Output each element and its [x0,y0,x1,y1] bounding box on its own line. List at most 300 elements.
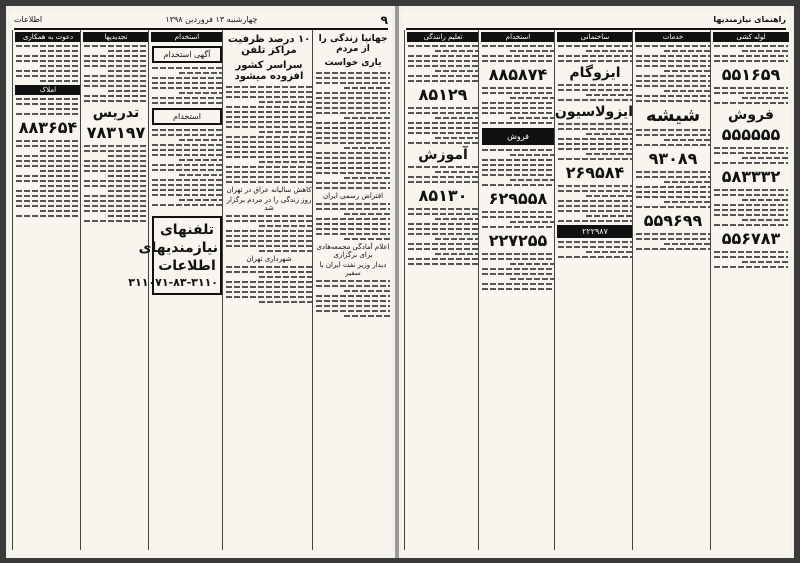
text-line [40,65,80,67]
text-line [226,281,312,283]
text-line [16,195,80,197]
ad-heading: تدریس [92,105,140,121]
text-line [179,199,222,201]
text-line [259,250,312,252]
text-line [408,258,478,260]
text-line [435,171,478,173]
text-line [226,136,312,138]
text-line [482,159,554,161]
text-line [152,129,222,131]
text-line [714,162,788,164]
text-line [482,112,554,114]
ad-phone: ۶۲۹۵۵۸ [488,189,548,208]
text-line [152,189,222,191]
text-line [714,147,788,149]
text-line [558,60,632,62]
text-line [636,80,710,82]
text-line [108,190,148,192]
text-line [84,75,148,77]
text-line [316,280,390,282]
text-line [316,203,390,205]
text-line [316,218,390,220]
text-line [482,211,554,213]
text-line [636,134,710,136]
text-line [16,75,80,77]
text-line [226,176,312,178]
text-line [558,84,632,86]
text-line [636,238,710,240]
text-line [344,87,390,89]
text-line [586,50,632,52]
text-line [84,170,148,172]
text-line [714,87,788,89]
text-line [408,213,478,215]
text-line [179,92,222,94]
text-line [152,164,222,166]
text-line [408,75,478,77]
text-line [408,243,478,245]
text-line [510,263,554,265]
text-line [226,151,312,153]
ad-heading: ایزوگام [569,65,621,81]
text-line [84,195,148,197]
text-line [226,296,312,298]
text-line [408,65,478,67]
text-line [84,145,148,147]
text-line [152,87,222,89]
col-header: استخدام [151,32,223,42]
text-line [40,150,80,152]
text-line [152,97,222,99]
text-line [152,194,222,196]
text-line [664,50,710,52]
text-line [714,209,788,211]
text-line [714,204,788,206]
text-line [586,153,632,155]
col-header: تجدیدپها [83,32,149,42]
text-line [586,251,632,253]
text-line [344,315,390,317]
text-line [408,45,478,47]
text-line [482,268,554,270]
ad-phone: ۲۲۲۹۸۷ [557,225,633,238]
text-line [316,122,390,124]
text-line [16,180,80,182]
text-line [16,98,80,100]
text-line [40,108,80,110]
text-line [408,112,478,114]
ad-box: استخدام [152,108,222,125]
text-line [510,154,554,156]
story-headline: شهرداری تهران [246,255,292,263]
text-line [40,170,80,172]
text-line [316,228,390,230]
text-line [636,75,710,77]
text-line [435,253,478,255]
right-col-5 [710,30,791,550]
text-line [636,85,710,87]
text-line [636,171,710,173]
text-line [636,45,710,47]
text-line [636,191,710,193]
text-line [482,169,554,171]
ad-box: آگهی استخدام [152,46,222,63]
text-line [482,253,554,255]
text-line [482,273,554,275]
text-line [316,285,390,287]
text-line [108,70,148,72]
text-line [742,50,788,52]
text-line [226,271,312,273]
ad-phone: ۵۵۹۶۹۹ [643,211,703,230]
left-col-3 [128,30,225,550]
text-line [316,167,390,169]
text-line [108,155,148,157]
left-col-4 [80,30,151,550]
ad-phone: ۵۵۱۶۵۹ [721,65,781,84]
text-line [226,121,312,123]
text-line [179,174,222,176]
ad-phone: ۲۲۷۲۵۵ [488,231,548,250]
text-line [714,266,788,268]
text-line [482,283,554,285]
text-line [408,55,478,57]
text-line [152,134,222,136]
text-line [558,210,632,212]
text-line [482,164,554,166]
text-line [226,116,312,118]
text-line [152,204,222,206]
text-line [226,220,312,222]
text-line [152,184,222,186]
text-line [435,218,478,220]
page-number: ۹ [380,13,388,27]
text-line [108,90,148,92]
text-line [226,146,312,148]
ad-phone: ۸۵۱۲۹ [418,85,468,104]
text-line [316,97,390,99]
story-subheadline: روز زندگی را در مردم برگزار شد [226,196,312,212]
text-line [152,77,222,79]
text-line [482,55,554,57]
ad-phone: ۵۸۳۳۳۲ [721,167,781,186]
col-header: تعلیم رانندگی [407,32,479,42]
text-line [714,45,788,47]
text-line [510,117,554,119]
text-line [714,256,788,258]
text-line [259,101,312,103]
text-line [259,276,312,278]
text-line [40,80,80,82]
text-line [152,179,222,181]
text-line [84,55,148,57]
text-line [16,70,80,72]
text-line [558,99,632,101]
text-line [714,102,788,104]
masthead-title: راهنمای نیازمندیها [713,15,786,24]
text-line [482,87,554,89]
page-gutter [395,6,399,558]
text-line [558,148,632,150]
text-line [226,181,312,183]
text-line [179,159,222,161]
tel-heading: اطلاعات [158,258,216,274]
text-line [316,182,390,184]
left-col-2 [222,30,315,550]
text-line [316,208,390,210]
phone-directory-box [128,216,222,295]
story-headline: اقتراض رسمی ایران [322,192,384,200]
text-line [84,160,148,162]
ad-phone: ۸۸۳۶۵۴ [18,118,78,137]
right-masthead [406,12,786,30]
text-line [16,145,80,147]
text-line [316,187,390,189]
text-line [714,251,788,253]
text-line [482,288,554,290]
text-line [714,224,788,226]
col-header: املاک [15,85,81,95]
text-line [408,176,478,178]
text-line [636,233,710,235]
text-line [108,175,148,177]
text-line [714,60,788,62]
ad-phone: ۹۳۰۸۹ [648,149,698,168]
text-line [226,141,312,143]
text-line [482,174,554,176]
text-line [408,181,478,183]
text-line [152,154,222,156]
text-line [510,179,554,181]
tel-number: ۳۱۱۰۷۱-۸۳-۳۱۱۰ [128,276,218,289]
text-line [344,290,390,292]
text-line [408,127,478,129]
text-line [316,92,390,94]
text-line [558,123,632,125]
text-line [344,117,390,119]
text-line [226,215,312,217]
text-line [226,111,312,113]
text-line [408,122,478,124]
text-line [482,60,554,62]
text-line [259,161,312,163]
text-line [316,223,390,225]
text-line [152,67,222,69]
text-line [16,60,80,62]
text-line [636,144,710,146]
text-line [16,155,80,157]
col-header: لوله کشی [713,32,789,42]
tel-heading: تلفنهای [159,222,215,238]
text-line [482,102,554,104]
text-line [84,165,148,167]
text-line [40,210,80,212]
text-line [84,65,148,67]
text-line [108,50,148,52]
text-line [435,238,478,240]
story-headline: کاهش سالیانه عراق در تهران [226,186,312,194]
text-line [482,184,554,186]
text-line [408,208,478,210]
text-line [84,95,148,97]
text-line [558,190,632,192]
text-line [16,215,80,217]
text-line [40,185,80,187]
text-line [84,210,148,212]
text-line [16,190,80,192]
text-line [316,127,390,129]
text-line [482,107,554,109]
text-line [408,223,478,225]
text-line [714,194,788,196]
text-line [84,200,148,202]
text-line [558,89,632,91]
text-line [714,152,788,154]
col-header: خدمات [635,32,711,42]
story-headline: دیدار وزیر نفت ایران با سفیر [319,261,387,277]
text-line [316,300,390,302]
col-header: ساختمانی [557,32,633,42]
text-line [636,186,710,188]
section-label: اطلاعات [14,15,43,24]
text-line [714,92,788,94]
text-line [558,256,632,258]
right-col-1 [404,30,481,550]
text-line [152,169,222,171]
text-line [84,85,148,87]
masthead-date: چهارشنبه ۱۳ فروردین ۱۳۹۸ [165,15,258,24]
text-line [408,166,478,168]
text-line [179,139,222,141]
text-line [742,157,788,159]
text-line [179,72,222,74]
text-line [226,106,312,108]
ad-phone: ۲۶۹۵۸۴ [565,163,625,182]
text-line [16,113,80,115]
text-line [316,172,390,174]
text-line [714,55,788,57]
text-line [558,45,632,47]
text-line [510,221,554,223]
text-line [636,60,710,62]
text-line [408,80,478,82]
text-line [482,226,554,228]
left-col-5 [12,30,83,550]
right-page [402,10,790,554]
text-line [408,132,478,134]
text-line [16,103,80,105]
text-line [226,230,312,232]
text-line [226,166,312,168]
text-line [16,140,80,142]
text-line [664,70,710,72]
col-header: دعوت به همکاری [15,32,81,42]
text-line [152,144,222,146]
left-masthead [14,12,388,30]
text-line [558,138,632,140]
text-line [664,243,710,245]
text-line [742,97,788,99]
text-line [344,238,390,240]
text-line [226,266,312,268]
text-line [742,199,788,201]
text-line [316,107,390,109]
text-line [316,295,390,297]
story-subheadline: یاری خواست [324,58,382,68]
text-line [714,214,788,216]
ad-phone: ۸۸۵۸۷۴ [488,65,548,84]
text-line [636,248,710,250]
right-col-4 [632,30,713,550]
story-headline: جهانپا زندگی را از مردم [318,34,388,54]
left-page [10,10,392,554]
right-col-3 [554,30,635,550]
text-line [316,137,390,139]
text-line [226,86,312,88]
text-line [344,147,390,149]
text-line [84,220,148,222]
story-headline: ۱۰ درصد ظرفیت مراکز تلفن [227,34,311,56]
text-line [742,219,788,221]
text-line [259,225,312,227]
text-line [510,278,554,280]
text-line [16,160,80,162]
text-line [16,175,80,177]
text-line [226,291,312,293]
text-line [435,137,478,139]
text-line [84,205,148,207]
ad-phone: ۸۵۱۳۰ [418,186,468,205]
text-line [316,157,390,159]
text-line [636,206,710,208]
text-line [108,215,148,217]
text-line [636,176,710,178]
text-line [408,60,478,62]
text-line [316,310,390,312]
text-line [226,240,312,242]
text-line [558,158,632,160]
text-line [84,80,148,82]
ad-heading: شیشه [645,105,701,126]
text-line [558,143,632,145]
text-line [408,263,478,265]
text-line [152,149,222,151]
text-line [316,112,390,114]
ad-box: فروش [482,128,554,145]
ad-phone: ۷۸۳۱۹۷ [86,123,146,142]
text-line [510,50,554,52]
text-line [226,91,312,93]
text-line [482,216,554,218]
col-header: استخدام [481,32,555,42]
text-line [435,50,478,52]
text-line [714,189,788,191]
text-line [636,55,710,57]
text-line [316,142,390,144]
text-line [742,261,788,263]
text-line [558,128,632,130]
text-line [226,286,312,288]
text-line [226,245,312,247]
story-subheadline: سراسر کشور افزوده میشود [234,60,304,82]
text-line [259,131,312,133]
text-line [636,65,710,67]
text-line [226,96,312,98]
text-line [558,220,632,222]
text-line [226,235,312,237]
text-line [408,228,478,230]
text-line [16,200,80,202]
